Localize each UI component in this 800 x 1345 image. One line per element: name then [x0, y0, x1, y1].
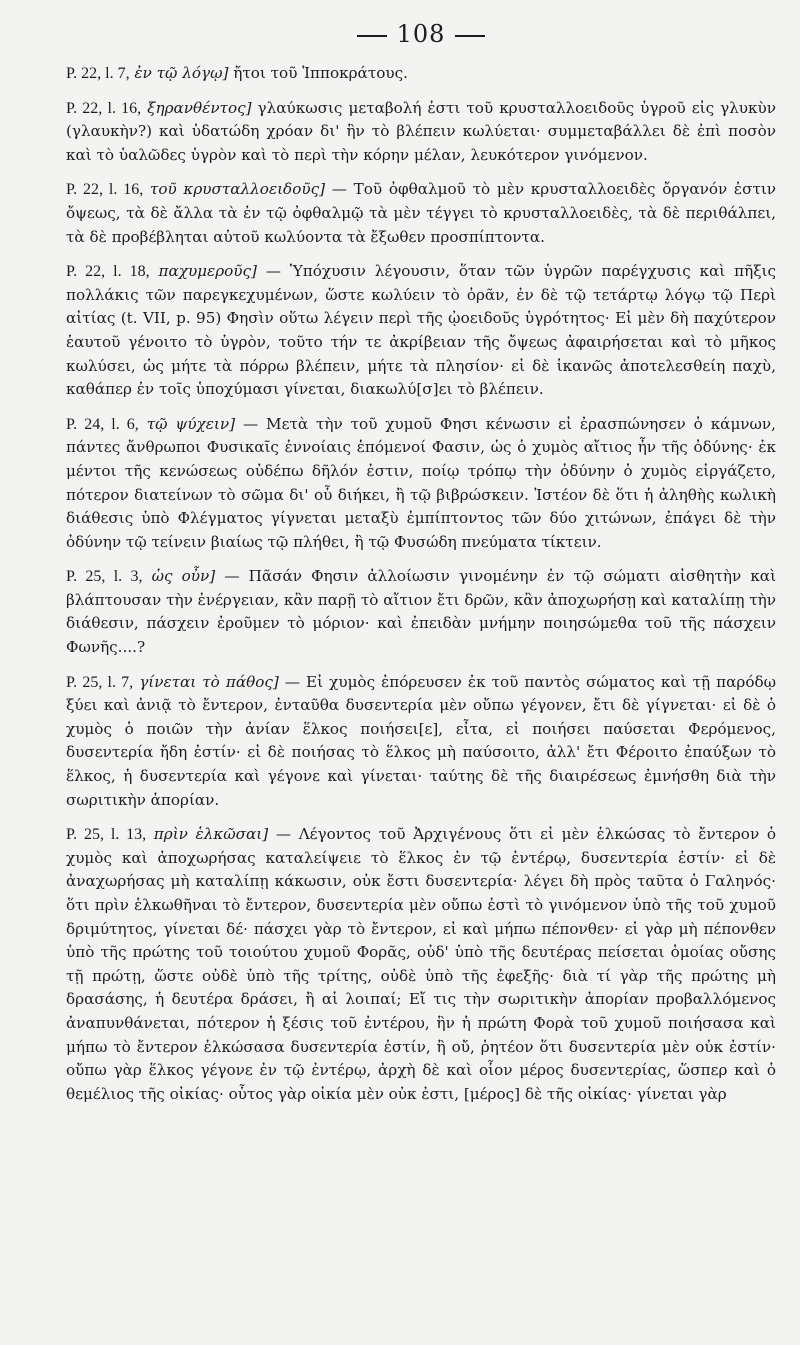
- entry-lemma: γίνεται τὸ πάθος]: [139, 672, 279, 691]
- entry-lemma: ἐν τῷ λόγῳ]: [134, 64, 229, 82]
- entry-reference: P. 25, l. 3,: [66, 568, 143, 586]
- header-dash-right: [455, 35, 485, 37]
- entry-lemma: παχυμεροῦς]: [158, 262, 257, 281]
- entry-text: — Ὑπόχυσιν λέγουσιν, ὅταν τῶν ὑγρῶν παρέγχυσις καὶ πῆξις πολλάκις τῶν παρεγκεχυμένων, ὥστε κωλύειν τὸ ὁρᾶν, ἐν δὲ τῷ τετάρτῳ λόγῳ τῷ Περὶ αἰτίας (t. VII, p. 95) Φησὶν οὕτω λέγειν περὶ τῆς ᾠοειδοῦς ὑγρότητος· Εἰ μὲν δὴ παχύτερον ἑαυτοῦ γένοιτο τὸ ὑγρὸν, τοῦτο τήν τε ἀκρίβειαν τῆς ὄψεως ἀφαιρήσεται καὶ τὸ μῆκος κωλύσει, ὡς μήτε τὰ πόρρω βλέπειν, μήτε τὰ πλησίον· εἰ δὲ ἱκανῶς ἀποτελεσθείη παχὺ, καθάπερ ἐν τοῖς ὑποχύμασι γίνεται, διακωλύ[σ]ει τὸ βλέπειν.: [66, 262, 777, 399]
- page-header: [66, 20, 776, 48]
- header-dash-left: [357, 35, 387, 37]
- entry-reference: P. 22, l. 7,: [66, 65, 130, 82]
- note-entry-4: [66, 260, 776, 402]
- entry-lemma: τῷ ψύχειν]: [146, 414, 236, 433]
- entry-text: — Εἰ χυμὸς ἐπόρευσεν ἐκ τοῦ παντὸς σώματος καὶ τῇ παρόδῳ ξύει καὶ ἀνιᾷ τὸ ἔντερον, ἐνταῦθα δυσεντερία μὲν οὔπω γέγονεν, ἔτι δὲ γίγνεται· εἰ δὲ ὁ χυμὸς ὁ ποιῶν τὴν ἀνίαν ἕλκος ποιήσει[ε], εἶτα, εἰ ποιήσει παύσεται Φερόμενος, δυσεντερία ἤδη ἐστίν· εἰ δὲ ποιήσας τὸ ἕλκος μὴ παύσοιτο, ἀλλ' ἔτι Φέροιτο ἐπαύξων τὸ ἕλκος, ἡ δυσεντερία καὶ γέγονε καὶ γίνεται· ταύτης δὲ τῆς διαιρέσεως ἐμνήσθη διὰ τὴν σωριτικὴν ἀπορίαν.: [66, 672, 777, 809]
- entry-text: — Μετὰ τὴν τοῦ χυμοῦ Φησι κένωσιν εἰ ἐρασπώνησεν ὁ κάμνων, πάντες ἄνθρωποι Φυσικαῖς ἐννοίαις ἑπόμενοί Φασιν, ὡς ὁ χυμὸς αἴτιος ἦν τῆς ὀδύνης· ἐκ μέντοι τῆς κενώσεως οὐδέπω δῆλόν ἐστιν, ποίῳ τρόπῳ τὴν ὀδύνην ὁ χυμὸς εἰργάζετο, πότερον διατείνων τὸ σῶμα δι' οὗ διήκει, ἢ τῷ βιβρώσκειν. Ἰστέον δὲ ὅτι ἡ ἀληθὴς κωλικὴ διάθεσις ὑπὸ Φλέγματος γίγνεται μεταξὺ ἐμπίπτοντος τῶν δύο χιτώνων, ἐπάγει δὲ τὴν ὀδύνην τῷ τείνειν βιαίως τῷ πλήθει, ἢ τῷ Φυσώδη πνεύματα τίκτειν.: [66, 414, 776, 551]
- entry-lemma: τοῦ κρυσταλλοειδοῦς]: [149, 180, 326, 199]
- entry-lemma: ξηρανθέντος]: [147, 98, 252, 117]
- note-entry-5: [66, 413, 776, 555]
- entry-reference: P. 25, l. 13,: [66, 826, 147, 844]
- note-entry-7: [66, 671, 776, 813]
- entry-text: — Πᾶσάν Φησιν ἀλλοίωσιν γινομένην ἐν τῷ σώματι αἰσθητὴν καὶ βλάπτουσαν τὴν ἐνέργειαν, κἂν παρῇ τὸ αἴτιον ἔτι δρῶν, κἂν ἀποχωρήσῃ καὶ καταλίπῃ τὴν διάθεσιν, πάσχειν ἐροῦμεν τὸ μόριον· καὶ ἐπειδὰν μνήμην ποιησώμεθα τοῦ τῆς πάσχειν Φωνῆς....?: [66, 567, 777, 657]
- entry-text: ἤτοι τοῦ Ἱπποκράτους.: [233, 64, 408, 82]
- entry-lemma: ὡς οὖν]: [151, 567, 216, 586]
- note-entry-3: [66, 178, 776, 249]
- entry-text: — Λέγοντος τοῦ Ἀρχιγένους ὅτι εἰ μὲν ἑλκώσας τὸ ἔντερον ὁ χυμὸς καὶ ἀποχωρήσας καταλείψειε τὸ ἕλκος ἐν τῷ ἐντέρῳ, δυσεντερία ἐστίν· εἰ δὲ ἀναχωρήσας μὴ καταλίπῃ κάκωσιν, οὐκ ἔστι δυσεντερία· λέγει δὴ πρὸς ταῦτα ὁ Γαληνός· ὅτι πρὶν ἑλκωθῆναι τὸ ἔντερον, δυσεντερία μὲν οὔπω ἐστὶ τὸ γινόμενον ὑπὸ τῆς τοῦ χυμοῦ δριμύτητος, γίνεται δέ· πάσχει γὰρ τὸ ἔντερον, εἰ καὶ μήπω πέπονθεν· εἰ γὰρ μὴ πέπονθεν ὑπὸ τῆς πρώτης τοῦ τοιούτου χυμοῦ Φορᾶς, οὐδ' ὑπὸ τῆς δευτέρας πείσεται ὁμοίας οὔσης τῇ πρώτῃ, ὥστε οὐδὲ ὑπὸ τῆς τρίτης, οὐδὲ ὑπὸ τῆς ἐφεξῆς· διὰ τί γὰρ τῆς πρώτης μὴ δρασάσης, ἡ δευτέρα δράσει, ἢ αἱ λοιπαί; Εἴ τις τὴν σωριτικὴν ἀπορίαν προβαλλόμενος ἀναπυνθάνεται, πότερον ἡ ξέσις τοῦ ἐντέρου, ἣν ἡ πρώτη Φορὰ τοῦ χυμοῦ ποιήσασα καὶ μήπω τὸ ἔντερον ἑλκώσασα δυσεντερία ἐστίν, ἢ οὔ, ῥητέον ὅτι δυσεντερία μὲν οὐκ ἐστίν· οὔπω γὰρ ἕλκος γέγονε ἐν τῷ ἐντέρῳ, ἀρχὴ δὲ καὶ οἷον μέρος δυσεντερίας, ὥσπερ καὶ ὁ θεμέλιος τῆς οἰκίας· οὗτος γὰρ οἰκία μὲν οὐκ ἐστι, [μέρος] δὲ τῆς οἰκίας· γίνεται γὰρ: [66, 825, 776, 1103]
- entry-reference: P. 24, l. 6,: [66, 415, 139, 433]
- entry-reference: P. 22, l. 18,: [66, 263, 150, 281]
- note-entry-6: [66, 565, 776, 659]
- entry-text: — Τοῦ ὀφθαλμοῦ τὸ μὲν κρυσταλλοειδὲς ὄργανόν ἐστιν ὄψεως, τὰ δὲ ἄλλα τὰ ἐν τῷ ὀφθαλμῷ τὰ μὲν τέγγει τὸ κρυσταλλοειδὲς, τὰ δὲ περιθάλπει, τὰ δὲ προβέβληται αὐτοῦ κωλύοντα τὰ ἔξωθεν προσπίπτοντα.: [66, 180, 777, 246]
- entry-text: γλαύκωσις μεταβολή ἐστι τοῦ κρυσταλλοειδοῦς ὑγροῦ εἰς γλυκὺν (γλαυκὴν?) καὶ ὑδατώδη χρόαν δι' ἣν τὸ βλέπειν κωλύεται· συμμεταβάλλει δὲ ἐπὶ ποσὸν καὶ τὸ ὑαλῶδες ὑγρὸν καὶ τὸ περὶ τὴν κόρην μέλαν, λευκότερον γινόμενον.: [66, 98, 776, 164]
- entry-reference: P. 22, l. 16,: [66, 99, 142, 117]
- entry-reference: P. 25, l. 7,: [66, 673, 134, 691]
- entry-lemma: πρὶν ἑλκῶσαι]: [153, 825, 269, 844]
- note-entry-1: [66, 62, 776, 86]
- entry-reference: P. 22, l. 16,: [66, 181, 144, 199]
- note-entry-8: [66, 823, 776, 1106]
- note-entry-2: [66, 97, 776, 168]
- page-number: 108: [396, 20, 446, 48]
